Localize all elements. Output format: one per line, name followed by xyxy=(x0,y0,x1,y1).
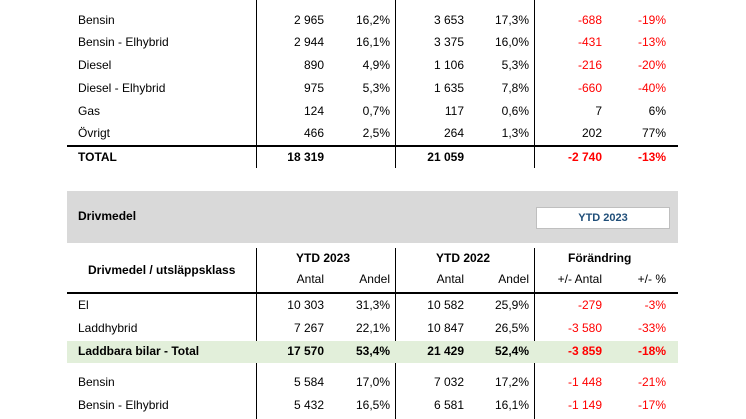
subheader-pm-pct: +/- % xyxy=(637,272,666,286)
table-row xyxy=(0,78,746,99)
antal-2022: 21 429 xyxy=(427,344,464,358)
row-label: Diesel - Elhybrid xyxy=(78,81,166,95)
row-label: Bensin xyxy=(78,13,115,27)
antal-2023: 18 319 xyxy=(287,150,324,164)
change-pct: 6% xyxy=(648,104,666,118)
change-antal: -688 xyxy=(577,13,602,27)
subheader-pm-antal: +/- Antal xyxy=(557,272,602,286)
subheader-antal: Antal xyxy=(296,272,324,286)
andel-2023: 2,5% xyxy=(362,126,390,140)
change-antal: -216 xyxy=(577,58,602,72)
andel-2022: 0,6% xyxy=(501,104,529,118)
change-pct: -21% xyxy=(637,375,666,389)
antal-2022: 6 581 xyxy=(433,398,464,412)
table-row xyxy=(0,295,746,316)
change-antal: 7 xyxy=(595,104,602,118)
change-antal: 202 xyxy=(581,126,602,140)
row-label: Bensin - Elhybrid xyxy=(78,398,169,412)
table-row xyxy=(0,101,746,122)
andel-2023: 0,7% xyxy=(362,104,390,118)
antal-2022: 10 582 xyxy=(427,298,464,312)
antal-2023: 124 xyxy=(303,104,324,118)
andel-2022: 16,1% xyxy=(494,398,529,412)
change-antal: -660 xyxy=(577,81,602,95)
change-pct: -17% xyxy=(637,398,666,412)
header-rule xyxy=(67,292,678,294)
andel-2022: 7,8% xyxy=(501,81,529,95)
table-row xyxy=(0,318,746,339)
antal-2023: 2 944 xyxy=(293,35,324,49)
andel-2023: 53,4% xyxy=(355,344,390,358)
antal-2022: 117 xyxy=(444,104,464,118)
antal-2023: 5 584 xyxy=(293,375,324,389)
andel-2023: 16,5% xyxy=(355,398,390,412)
andel-2022: 52,4% xyxy=(494,344,529,358)
subheader-andel: Andel xyxy=(498,272,529,286)
subtotal-row xyxy=(0,341,746,362)
andel-2023: 16,2% xyxy=(355,13,390,27)
andel-2022: 25,9% xyxy=(494,298,529,312)
change-antal: -431 xyxy=(577,35,602,49)
row-label: Gas xyxy=(78,104,101,118)
antal-2023: 975 xyxy=(303,81,324,95)
column-header-ytd-2023: YTD 2023 xyxy=(296,251,351,265)
antal-2022: 3 653 xyxy=(433,13,464,27)
section-title: Drivmedel xyxy=(78,209,137,223)
change-pct: -13% xyxy=(637,35,666,49)
change-pct: -13% xyxy=(637,150,666,164)
period-selector[interactable]: YTD 2023 xyxy=(536,207,670,229)
change-antal: -1 149 xyxy=(567,398,602,412)
subheader-antal: Antal xyxy=(436,272,464,286)
change-pct: -20% xyxy=(637,58,666,72)
table-row xyxy=(0,55,746,76)
column-header-ytd-2022: YTD 2022 xyxy=(436,251,491,265)
row-label: Bensin xyxy=(78,375,115,389)
andel-2022: 16,0% xyxy=(494,35,529,49)
change-antal: -3 859 xyxy=(567,344,602,358)
change-antal: -3 580 xyxy=(567,321,602,335)
row-label: Diesel xyxy=(78,58,112,72)
andel-2023: 31,3% xyxy=(355,298,390,312)
antal-2022: 1 635 xyxy=(433,81,464,95)
antal-2023: 10 303 xyxy=(287,298,324,312)
antal-2023: 466 xyxy=(303,126,324,140)
table-row xyxy=(0,10,746,31)
change-pct: -3% xyxy=(644,298,666,312)
table-row xyxy=(0,372,746,393)
change-pct: -18% xyxy=(637,344,666,358)
andel-2022: 5,3% xyxy=(501,58,529,72)
antal-2022: 264 xyxy=(443,126,464,140)
row-label: Laddhybrid xyxy=(78,321,138,335)
column-header-drivmedel: Drivmedel / utsläppsklass xyxy=(88,263,236,277)
column-header-change: Förändring xyxy=(568,251,632,265)
table-row xyxy=(0,32,746,53)
andel-2023: 16,1% xyxy=(355,35,390,49)
antal-2023: 17 570 xyxy=(287,344,324,358)
antal-2023: 2 965 xyxy=(293,13,324,27)
andel-2022: 17,3% xyxy=(494,13,529,27)
andel-2023: 22,1% xyxy=(355,321,390,335)
andel-2022: 17,2% xyxy=(494,375,529,389)
change-antal: -1 448 xyxy=(567,375,602,389)
antal-2023: 890 xyxy=(303,58,324,72)
change-antal: -2 740 xyxy=(567,150,602,164)
antal-2023: 5 432 xyxy=(293,398,324,412)
table-row xyxy=(0,123,746,144)
change-pct: 77% xyxy=(641,126,666,140)
change-antal: -279 xyxy=(577,298,602,312)
row-label: Bensin - Elhybrid xyxy=(78,35,169,49)
andel-2023: 4,9% xyxy=(362,58,390,72)
change-pct: -40% xyxy=(637,81,666,95)
antal-2022: 1 106 xyxy=(433,58,464,72)
total-row xyxy=(0,147,746,168)
antal-2022: 3 375 xyxy=(433,35,464,49)
change-pct: -19% xyxy=(637,13,666,27)
antal-2022: 7 032 xyxy=(433,375,464,389)
row-label: Övrigt xyxy=(78,126,111,140)
row-label: Laddbara bilar - Total xyxy=(78,344,200,358)
andel-2023: 17,0% xyxy=(355,375,390,389)
andel-2022: 1,3% xyxy=(501,126,529,140)
antal-2022: 10 847 xyxy=(427,321,464,335)
subheader-andel: Andel xyxy=(359,272,390,286)
row-label: TOTAL xyxy=(78,150,117,164)
antal-2022: 21 059 xyxy=(427,150,464,164)
table-row xyxy=(0,395,746,416)
change-pct: -33% xyxy=(637,321,666,335)
andel-2023: 5,3% xyxy=(362,81,390,95)
andel-2022: 26,5% xyxy=(494,321,529,335)
row-label: El xyxy=(78,298,89,312)
antal-2023: 7 267 xyxy=(293,321,324,335)
